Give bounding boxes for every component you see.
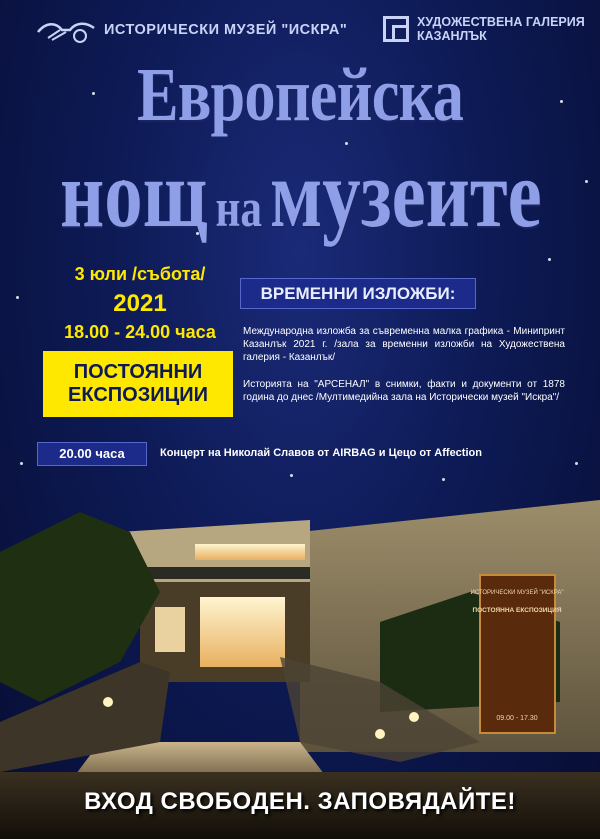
side-window: [155, 607, 185, 652]
museum-logo: [36, 16, 347, 44]
star: [560, 100, 563, 103]
museum-building-photo: [0, 472, 600, 839]
title-word-nosht: нощ: [60, 140, 208, 247]
star: [16, 296, 19, 299]
gallery-name-line1: ХУДОЖЕСТВЕНА ГАЛЕРИЯ: [417, 15, 585, 29]
title-line2: [60, 138, 540, 249]
temporary-exhibitions-heading: ВРЕМЕННИ ИЗЛОЖБИ:: [240, 278, 476, 309]
building-sign-band: [135, 567, 310, 579]
title-word-muzeite: музеите: [269, 140, 542, 247]
star: [575, 462, 578, 465]
footer-text: ВХОД СВОБОДЕН. ЗАПОВЯДАЙТЕ!: [84, 788, 516, 815]
gallery-logo: [383, 15, 585, 43]
title-word-na: на: [215, 178, 262, 238]
temporary-exhibition-1: Международна изложба за съвременна малка графика - Минипринт Казанлък 2021 г. /зала за временни изложби на Художествена галерия - Казанлък/: [243, 326, 565, 363]
concert-text: Концерт на Николай Славов от AIRBAG и Цецо от Affection: [160, 447, 482, 459]
gallery-name-line2: КАЗАНЛЪК: [417, 29, 487, 43]
lamp-light: [409, 712, 419, 722]
event-year: 2021: [113, 290, 167, 317]
lamp-light: [375, 729, 385, 739]
permanent-line2: ЕКСПОЗИЦИИ: [68, 384, 208, 406]
museum-name: ИСТОРИЧЕСКИ МУЗЕЙ "ИСКРА": [104, 22, 348, 38]
entrance-doors: [200, 597, 285, 667]
permanent-exhibitions-box: [43, 351, 233, 417]
gallery-mark-icon: [383, 16, 409, 42]
star: [548, 258, 551, 261]
sign-subtitle: ПОСТОЯННА ЕКСПОЗИЦИЯ: [472, 607, 562, 614]
sign-title: ИСТОРИЧЕСКИ МУЗЕЙ "ИСКРА": [470, 590, 564, 596]
concert-time: 20.00 часа: [37, 442, 147, 466]
sign-hours: 09.00 - 17.30: [496, 715, 538, 722]
temporary-exhibition-2: Историята на "АРСЕНАЛ" в снимки, факти и документи от 1878 година до днес /Мултимедийна зала на Исторически музей "Искра"/: [243, 379, 565, 403]
event-hours: 18.00 - 24.00 часа: [64, 322, 216, 342]
title-line1: Европейска: [136, 53, 464, 137]
star: [585, 180, 588, 183]
permanent-line1: ПОСТОЯННИ: [73, 361, 203, 383]
info-sign: [480, 575, 555, 733]
lamp-light: [103, 697, 113, 707]
event-day: 3 юли /събота/: [74, 264, 206, 284]
upper-windows: [195, 544, 305, 560]
chariot-icon: [36, 16, 96, 44]
star: [20, 462, 23, 465]
